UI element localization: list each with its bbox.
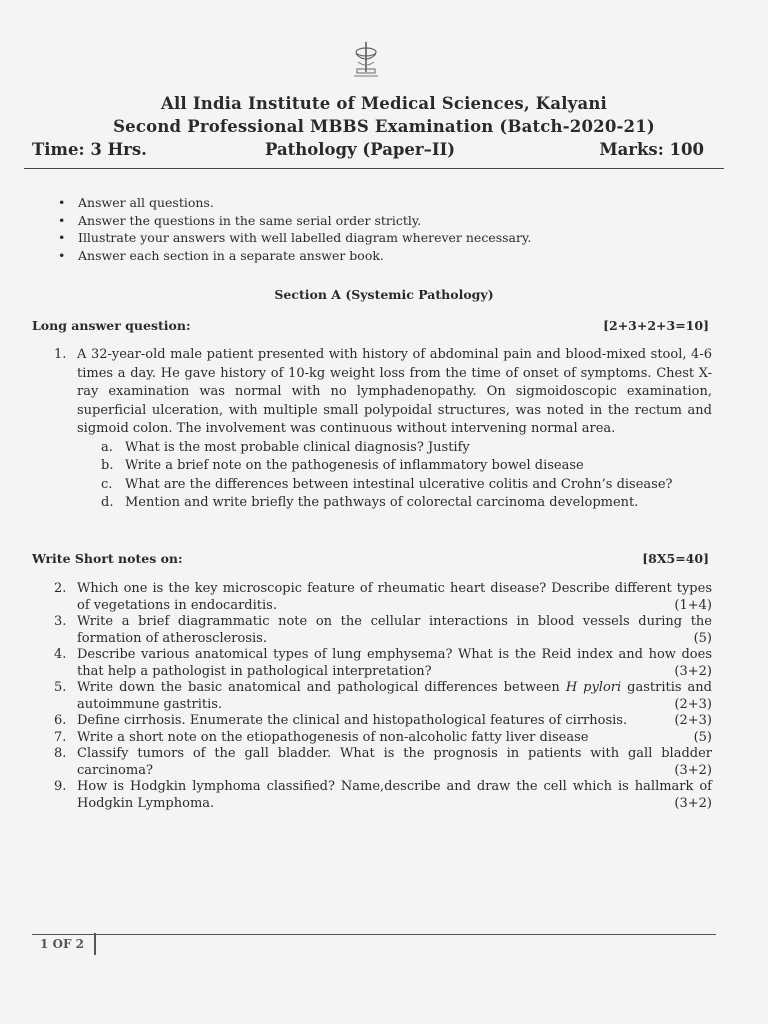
short-question xyxy=(54,647,712,680)
question-marks: (3+2) xyxy=(674,762,712,778)
question-text-part: gastritis and autoimmune gastritis. xyxy=(77,680,713,712)
question-number: 9. xyxy=(54,779,67,794)
total-marks: Marks: 100 xyxy=(599,140,704,159)
question-part xyxy=(101,476,712,495)
question-1-parts xyxy=(101,439,712,513)
organism-name: H pylori xyxy=(565,680,622,695)
short-question xyxy=(54,614,712,647)
instructions-list xyxy=(58,194,531,264)
footer-divider xyxy=(32,934,716,935)
paper-title: Pathology (Paper–II) xyxy=(265,140,456,159)
question-text: Which one is the key microscopic feature of rheumatic heart disease? Describe different types of vegetations in endocarditis. xyxy=(77,581,712,613)
part-label: c. xyxy=(101,476,113,492)
instruction-item: • Illustrate your answers with well labelled diagram wherever necessary. xyxy=(58,229,531,247)
instruction-item: • Answer the questions in the same serial order strictly. xyxy=(58,212,531,230)
question-number: 1. xyxy=(54,347,67,362)
question-number: 4. xyxy=(54,647,67,662)
question-part xyxy=(101,494,712,513)
part-text: What are the differences between intestinal ulcerative colitis and Crohn’s disease? xyxy=(125,476,673,492)
header-divider xyxy=(24,168,724,169)
question-number: 8. xyxy=(54,746,67,761)
long-answer-label: Long answer question: xyxy=(32,318,191,333)
long-answer-marks: [2+3+2+3=10] xyxy=(603,318,709,333)
exam-time: Time: 3 Hrs. xyxy=(32,140,147,159)
part-label: b. xyxy=(101,458,114,473)
short-questions-list xyxy=(54,581,712,812)
short-question xyxy=(54,581,712,614)
short-question xyxy=(54,713,712,730)
question-marks: (1+4) xyxy=(674,597,712,613)
question-text-part: Write down the basic anatomical and pathological differences between xyxy=(77,680,566,695)
question-part xyxy=(101,457,712,476)
question-number: 2. xyxy=(54,581,67,596)
question-text: Define cirrhosis. Enumerate the clinical and histopathological features of cirrhosis. xyxy=(77,713,628,728)
question-number: 6. xyxy=(54,713,67,728)
part-text: Mention and write briefly the pathways of colorectal carcinoma development. xyxy=(125,495,639,510)
short-question xyxy=(54,746,712,779)
page-indicator: 1 OF 2 xyxy=(40,937,85,951)
exam-meta-row xyxy=(32,140,704,162)
question-marks: (3+2) xyxy=(674,663,712,679)
long-answer-heading xyxy=(32,318,709,333)
question-marks: (2+3) xyxy=(674,713,712,728)
exam-title: Second Professional MBBS Examination (Batch-2020-21) xyxy=(113,117,655,136)
question-text: Classify tumors of the gall bladder. What is the prognosis in patients with gall bladder carcinoma? xyxy=(77,746,712,778)
part-label: a. xyxy=(101,439,113,455)
institute-name: All India Institute of Medical Sciences, Kalyani xyxy=(160,94,608,113)
question-marks: (5) xyxy=(693,630,712,646)
question-marks: (2+3) xyxy=(674,696,712,712)
question-text: Describe various anatomical types of lung emphysema? What is the Reid index and how does that help a pathologist in pathological interpretation? xyxy=(77,647,712,679)
part-label: d. xyxy=(101,495,114,510)
short-question xyxy=(54,730,712,747)
question-marks: (5) xyxy=(693,729,712,745)
question-number: 5. xyxy=(54,680,67,695)
question-text: Write a brief diagrammatic note on the cellular interactions in blood vessels during the formation of atherosclerosis. xyxy=(77,614,712,646)
question-number: 7. xyxy=(54,729,67,745)
instruction-item: • Answer each section in a separate answer book. xyxy=(58,247,531,265)
question-part xyxy=(101,439,712,458)
institute-emblem-icon xyxy=(344,38,388,82)
part-text: Write a brief note on the pathogenesis of inflammatory bowel disease xyxy=(125,458,584,473)
footer-bar xyxy=(94,933,96,955)
question-number: 3. xyxy=(54,614,67,629)
question-marks: (3+2) xyxy=(674,795,712,811)
question-text: Write a short note on the etiopathogenesis of non-alcoholic fatty liver disease xyxy=(77,729,589,745)
instruction-item: • Answer all questions. xyxy=(58,194,531,212)
section-a-title: Section A (Systemic Pathology) xyxy=(274,287,494,302)
question-text: How is Hodgkin lymphoma classified? Name,describe and draw the cell which is hallmark of Hodgkin Lymphoma. xyxy=(77,779,712,811)
short-question xyxy=(54,779,712,812)
short-question xyxy=(54,680,712,713)
part-text: What is the most probable clinical diagnosis? Justify xyxy=(125,439,470,455)
question-text: A 32-year-old male patient presented with history of abdominal pain and blood-mixed stool, 4-6 times a day. He gave history of 10-kg weight loss from the time of onset of symptoms. Chest X-ray examination was normal with no lymphadenopathy. On sigmoidoscopic examination, superficial ulceration, with multiple small polypoidal structures, was noted in the rectum and sigmoid colon. The involvement was continuous without intervening normal area. xyxy=(77,347,712,436)
question-1 xyxy=(54,346,712,513)
short-notes-heading xyxy=(32,551,709,566)
short-notes-label: Write Short notes on: xyxy=(32,551,183,566)
short-notes-marks: [8X5=40] xyxy=(642,551,709,566)
